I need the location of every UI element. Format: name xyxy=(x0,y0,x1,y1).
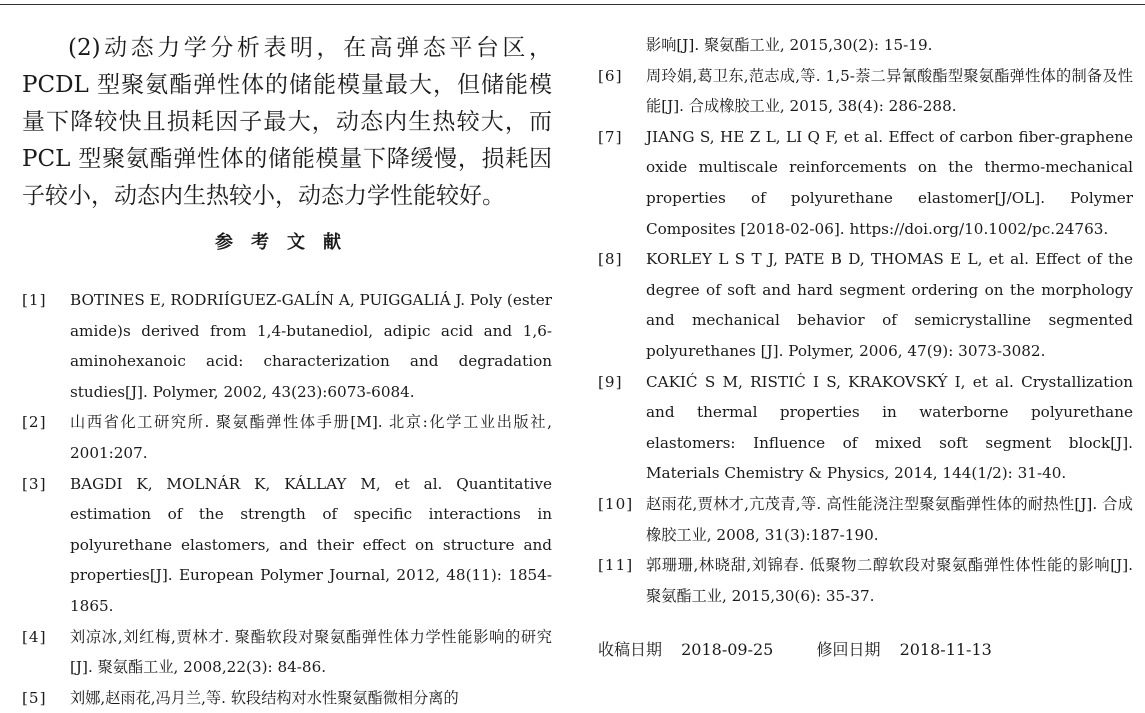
reference-item xyxy=(22,407,552,468)
reference-text: 刘凉冰,刘红梅,贾林才. 聚酯软段对聚氨酯弹性体力学性能影响的研究[J]. 聚氨酯工业, 2008,22(3): 84-86. xyxy=(70,627,552,677)
reference-text: 影响[J]. 聚氨酯工业, 2015,30(2): 15-19. xyxy=(646,36,933,54)
reference-text: BAGDI K, MOLNÁR K, KÁLLAY M, et al. Quantitative estimation of the strength of specific interactions in polyurethane elastomers, and their effect on structure and properties[J]. European Polymer Journal, 2012, 48(11): 1854-1865. xyxy=(70,474,552,615)
reference-number: [9] xyxy=(598,372,623,391)
reference-item xyxy=(598,61,1133,122)
reference-number: [3] xyxy=(22,474,47,493)
reference-number: [6] xyxy=(598,66,623,85)
reference-text: 山西省化工研究所. 聚氨酯弹性体手册[M]. 北京:化学工业出版社, 2001:207. xyxy=(70,413,552,462)
reference-item xyxy=(22,285,552,407)
reference-text: CAKIĆ S M, RISTIĆ I S, KRAKOVSKÝ I, et al. Crystallization and thermal properties in waterborne polyurethane elastomers: Influence of mixed soft segment block[J]. Materials Chemistry & Physics, 2014, 144(1/2): 31-40. xyxy=(646,372,1133,483)
reference-number: [11] xyxy=(598,556,634,575)
reference-item xyxy=(22,683,552,713)
reference-item xyxy=(22,469,552,622)
reference-number: [7] xyxy=(598,127,623,146)
reference-number: [8] xyxy=(598,250,623,269)
reference-text: 郭珊珊,林晓甜,刘锦春. 低聚物二醇软段对聚氨酯弹性体性能的影响[J]. 聚氨酯工业, 2015,30(6): 35-37. xyxy=(646,556,1133,605)
reference-number: [10] xyxy=(598,494,634,513)
reference-text: 赵雨花,贾林才,亢茂青,等. 高性能浇注型聚氨酯弹性体的耐热性[J]. 合成橡胶工业, 2008, 31(3):187-190. xyxy=(646,494,1133,544)
reference-text: 刘娜,赵雨花,冯月兰,等. 软段结构对水性聚氨酯微相分离的 xyxy=(70,688,459,707)
manuscript-dates xyxy=(598,638,992,662)
reference-item xyxy=(598,244,1133,366)
reference-number: [4] xyxy=(22,627,47,646)
references-heading: 参考文献 xyxy=(215,232,359,253)
reference-number: [1] xyxy=(22,291,47,309)
conclusion-paragraph: (2)动态力学分析表明，在高弹态平台区，PCDL 型聚氨酯弹性体的储能模量最大，但储能模量下降较快且损耗因子最大，动态内生热较大，而 PCL 型聚氨酯弹性体的储能模量下降缓慢，损耗因子较小，动态内生热较小，动态力学性能较好。 xyxy=(22,35,552,209)
top-rule xyxy=(0,4,1145,5)
reference-item xyxy=(598,550,1133,611)
reference-item xyxy=(598,122,1133,244)
reference-text: 周玲娟,葛卫东,范志成,等. 1,5-萘二异氰酸酯型聚氨酯弹性体的制备及性能[J]. 合成橡胶工业, 2015, 38(4): 286-288. xyxy=(646,66,1133,116)
reference-text: KORLEY L S T J, PATE B D, THOMAS E L, et al. Effect of the degree of soft and hard segment ordering on the morphology and mechanical behavior of semicrystalline segmented polyurethanes [J]. Polymer, 2006, 47(9): 3073-3082. xyxy=(646,250,1133,360)
reference-text: BOTINES E, RODRIÍGUEZ-GALÍN A, PUIGGALIÁ J. Poly (ester amide)s derived from 1,4-butanediol, adipic acid and 1,6-aminohexanoic acid: characterization and degradation studies[J]. Polymer, 2002, 43(23):6073-6084. xyxy=(70,291,552,401)
reference-number: [2] xyxy=(22,413,47,432)
reference-item xyxy=(22,622,552,683)
received-label: 收稿日期 xyxy=(598,640,663,659)
reference-item xyxy=(598,489,1133,550)
reference-item xyxy=(598,367,1133,489)
reference-text: JIANG S, HE Z L, LI Q F, et al. Effect of carbon fiber-graphene oxide multiscale reinforcements on the thermo-mechanical properties of polyurethane elastomer[J/OL]. Polymer Composites [2018-02-06]. https://doi.org/10.1002/pc.24763. xyxy=(646,127,1133,238)
received-date: 2018-09-25 xyxy=(681,640,774,659)
revised-date: 2018-11-13 xyxy=(899,640,992,659)
reference-list-right xyxy=(598,30,1133,611)
reference-continuation xyxy=(598,30,1133,61)
reference-list-left xyxy=(22,285,552,713)
revised-label: 修回日期 xyxy=(816,640,881,659)
reference-number: [5] xyxy=(22,688,47,707)
